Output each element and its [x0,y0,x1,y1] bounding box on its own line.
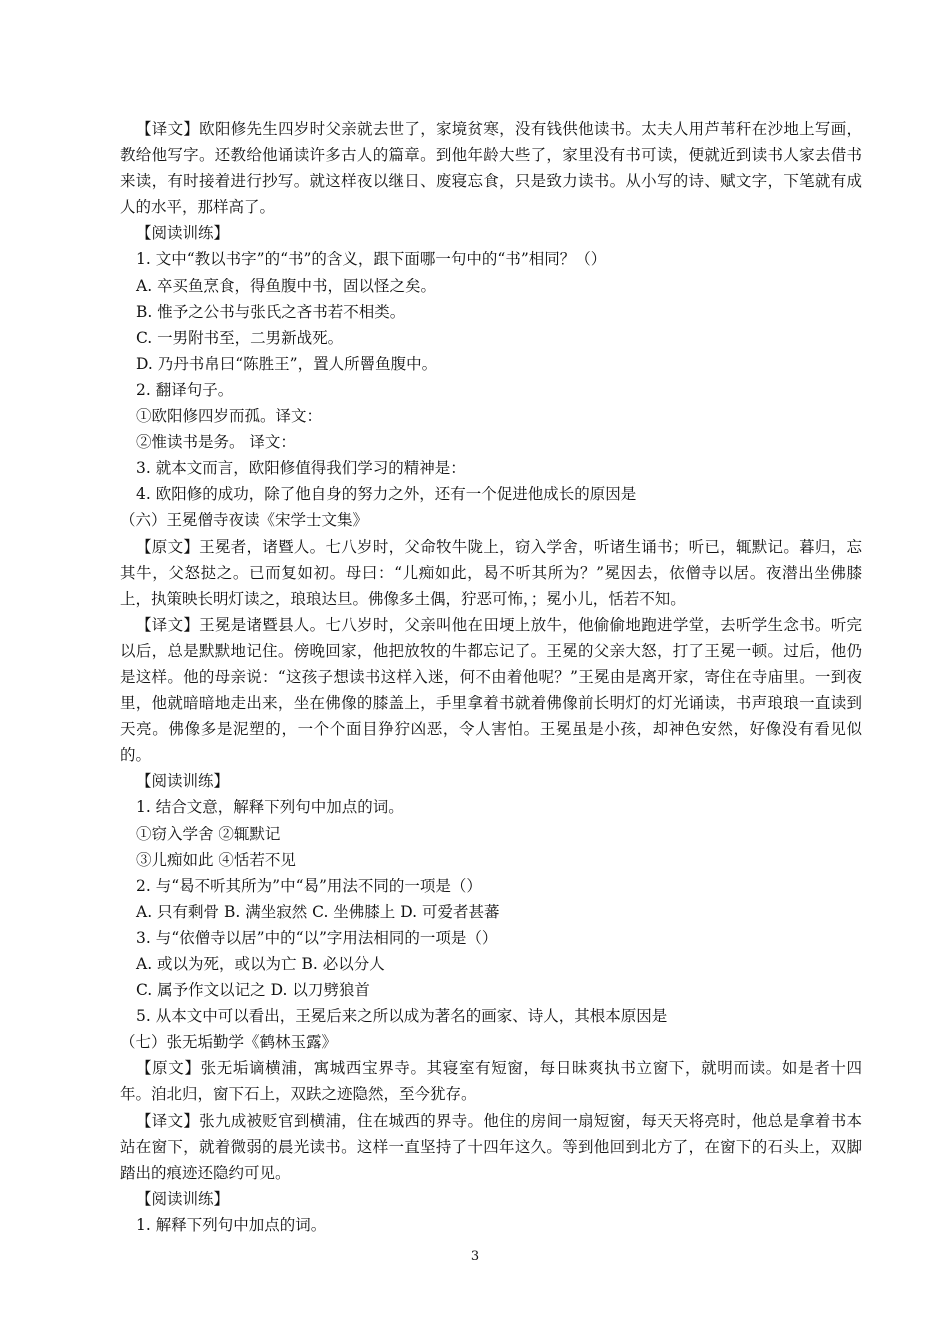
question-line: ②惟读书是务。 译文： [136,433,296,452]
question-line: 3. 与“依僧寺以居”中的“以”字用法相同的一项是（） [136,928,498,947]
question-line: A. 或以为死，或以为亡 B. 必以分人 [136,955,385,973]
document-body [120,116,862,1238]
question-line: 2. 翻译句子。 [136,380,234,399]
question-line: 1. 结合文意，解释下列句中加点的词。 [136,798,404,817]
text-paragraph: 【阅读训练】 [136,1189,230,1208]
question-line: D. 乃丹书帛曰“陈胜王”，置人所罾鱼腹中。 [136,354,438,373]
text-paragraph: 【阅读训练】 [136,224,230,243]
text-paragraph: 【原文】张无垢谪横浦，寓城西宝界寺。其寝室有短窗，每日昧爽执书立窗下，就明而读。如是者十四年。洎北归，窗下石上，双趺之迹隐然，至今犹存。 [120,1059,862,1104]
question-line: 4. 欧阳修的成功，除了他自身的努力之外，还有一个促进他成长的原因是 [136,485,637,504]
question-line: 1. 文中“教以书字”的“书”的含义，跟下面哪一句中的“书”相同？（） [136,250,607,269]
text-paragraph: 【原文】王冕者，诸暨人。七八岁时，父命牧牛陇上，窃入学舍，听诸生诵书；听已，辄默记。暮归，忘其牛，父怒挞之。已而复如初。母曰：“儿痴如此，曷不听其所为？”冕因去，依僧寺以居。夜潜出坐佛膝上，执策映长明灯读之，琅琅达旦。佛像多土偶，狞恶可怖，；冕小儿，恬若不知。 [120,537,862,608]
question-line: ①窃入学舍 ②辄默记 [136,824,281,843]
text-paragraph: 【阅读训练】 [136,772,230,791]
question-line: C. 一男附书至，二男新战死。 [136,328,344,347]
page-number: 3 [470,1249,480,1264]
question-line: 5. 从本文中可以看出，王冕后来之所以成为著名的画家、诗人，其根本原因是 [136,1007,668,1026]
question-line: 1. 解释下列句中加点的词。 [136,1215,327,1234]
question-line: A. 卒买鱼烹食，得鱼腹中书，固以怪之矣。 [136,276,437,295]
question-line: ③儿痴如此 ④恬若不见 [136,850,296,869]
text-paragraph: 【译文】张九成被贬官到横浦，住在城西的界寺。他住的房间一扇短窗，每天天将亮时，他总是拿着书本站在窗下，就着微弱的晨光读书。这样一直坚持了十四年这久。等到他回到北方了，在窗下的石头上，双脚踏出的痕迹还隐约可见。 [120,1111,862,1182]
question-line: B. 惟予之公书与张氏之吝书若不相类。 [136,302,406,321]
text-paragraph: 【译文】王冕是诸暨县人。七八岁时，父亲叫他在田埂上放牛，他偷偷地跑进学堂，去听学生念书。听完以后，总是默默地记住。傍晚回家，他把放牧的牛都忘记了。王冕的父亲大怒，打了王冕一顿。过后，他仍是这样。他的母亲说：“这孩子想读书这样入迷，何不由着他呢？”王冕由是离开家，寄住在寺庙里。一到夜里，他就暗暗地走出来，坐在佛像的膝盖上，手里拿着书就着佛像前长明灯的灯光诵读，书声琅琅一直读到天亮。佛像多是泥塑的，一个个面目狰狞凶恶，令人害怕。王冕虽是小孩，却神色安然，好像没有看见似的。 [120,615,862,765]
text-paragraph: 【译文】欧阳修先生四岁时父亲就去世了，家境贫寒，没有钱供他读书。太夫人用芦苇秆在沙地上写画，教给他写字。还教给他诵读许多古人的篇章。到他年龄大些了，家里没有书可读，便就近到读书人家去借书来读，有时接着进行抄写。就这样夜以继日、废寝忘食，只是致力读书。从小写的诗、赋文字，下笔就有成人的水平，那样高了。 [120,120,862,217]
section-heading: （七）张无垢勤学《鹤林玉露》 [120,1033,338,1052]
section-heading: （六）王冕僧寺夜读《宋学士文集》 [120,511,369,530]
question-line: A. 只有剩骨 B. 满坐寂然 C. 坐佛膝上 D. 可爱者甚蕃 [136,902,500,921]
question-line: 2. 与“曷不听其所为”中“曷”用法不同的一项是（） [136,876,482,895]
question-line: ①欧阳修四岁而孤。译文： [136,407,323,426]
question-line: 3. 就本文而言，欧阳修值得我们学习的精神是： [136,459,466,478]
question-line: C. 属予作文以记之 D. 以刀劈狼首 [136,981,370,1000]
